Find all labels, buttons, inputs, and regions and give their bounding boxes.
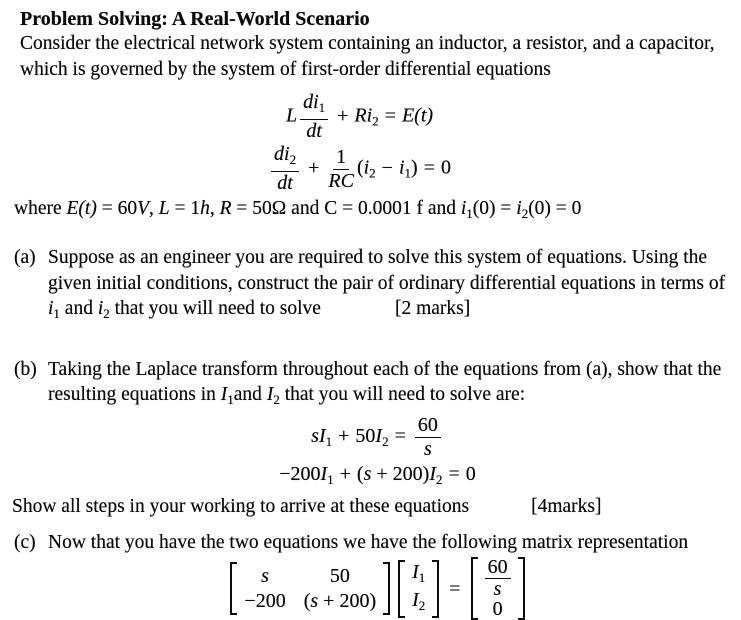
text-run: Taking the Laplace transform throughout each of the equations from (a), show that the resulting equations in [48,358,722,405]
math-token: i [398,156,405,179]
subscript: 1 [466,206,473,221]
left-bracket [230,562,237,615]
item-a-text [48,245,735,327]
fraction [328,147,354,192]
math-token: i [516,198,522,219]
text-run: , [149,198,159,219]
math-token: s [423,437,432,460]
matrix-cell-a21: −200 [244,590,286,612]
left-bracket [471,557,478,620]
math-token: di [274,143,290,165]
math-token: E(t) [66,198,97,219]
vector-row [493,599,503,619]
math-token: I [375,424,383,447]
matrix-cell-a22 [304,589,376,613]
text-run: (0) = 0 [528,198,582,219]
math-token: sI [311,424,326,447]
math-token: −200 [279,462,321,485]
right-bracket [383,562,390,615]
equals-operator: = [394,424,406,447]
fraction-denominator [277,172,293,194]
rhs-vector [471,557,525,620]
vector-row [412,589,425,617]
laplace-equations [20,415,735,492]
text-run: and [233,384,267,405]
math-token: I [412,588,419,611]
fraction-numerator: 60 [415,415,441,438]
subscript: 1 [327,471,334,487]
math-token: I [429,462,437,485]
matrix-grid [242,562,378,615]
math-token: Ri [354,104,373,127]
subscript: 1 [318,100,326,115]
vector-row [412,561,425,589]
text-run: = 50Ω and C = 0.0001 f and [231,198,461,219]
text-run: = 1 [169,198,201,219]
math-token: 0 [440,156,451,179]
fraction-denominator [328,170,354,192]
text-run: Suppose as an engineer you are required to solve this system of equations. Using the given initial conditions, construct the pair of ordinary differential equations in terms of [48,247,726,294]
item-c-label: (c) [14,531,36,553]
math-token: 0 [465,462,476,485]
equals-operator: = [384,104,396,127]
right-bracket [518,557,525,620]
open-paren: ( [356,156,364,179]
equals-operator: = [449,577,461,600]
subscript: 2 [436,471,443,487]
subscript: 2 [521,206,529,221]
equals-operator: = [423,156,435,179]
left-bracket [398,560,405,618]
math-token: i [363,156,370,179]
text-run: Show all steps in your working to arrive at these equations [12,495,470,517]
item-b-label: (b) [14,358,37,380]
equation-ode-1 [2,92,717,142]
text-run: + 200) [371,462,430,485]
math-token: i [48,298,54,319]
marks-badge-b: [4marks] [531,495,602,517]
subscript: 1 [325,433,333,449]
open-paren: ( [356,462,364,485]
fraction-numerator [300,92,328,120]
item-a-label: (a) [14,247,36,268]
show-steps-line [12,494,735,520]
fraction-numerator: 1 [333,147,349,170]
plus-operator: + [339,462,351,485]
math-token: L [158,198,170,219]
where-clause [14,196,735,227]
subscript: 1 [53,306,60,321]
subscript: 1 [418,569,426,585]
subscript: 1 [404,165,412,181]
fraction [485,558,511,599]
close-paren: ) [411,156,418,179]
equals-operator: = [448,462,460,485]
subscript: 2 [103,306,110,321]
subscript: 2 [369,165,376,181]
math-token: E(t) [401,104,434,127]
text-run: and [59,298,98,319]
fraction [300,92,328,142]
math-token: di [303,91,319,113]
plus-operator: + [308,156,320,179]
text-run: that you will need to solve [109,298,321,319]
item-c-text [48,530,735,556]
math-token: R [219,198,232,219]
plus-operator: + [338,424,350,447]
math-token: I [266,384,274,405]
equation-laplace-2 [20,462,735,492]
math-token: RC [328,169,354,192]
text-run: (0) = [472,198,517,219]
minus-operator: − [381,156,393,179]
marks-badge-a: [2 marks] [394,298,471,319]
text-run: that you will need to solve are: [279,384,526,405]
item-c [14,530,735,556]
ode-system [2,92,717,194]
math-token: s [310,590,319,612]
subscript: 2 [273,392,280,407]
matrix-equation [20,557,735,620]
coefficient-matrix [230,562,390,615]
math-token: i [460,198,467,219]
fraction-denominator [306,120,322,142]
text-run: = 60 [96,198,138,219]
math-token: I [412,560,419,583]
math-token: I [220,384,228,405]
math-token: 0 [492,598,503,620]
fraction-denominator [424,438,432,460]
plus-operator: + [337,104,349,127]
text-run: Now that you have the two equations we have the following matrix representation [48,531,689,553]
fraction [415,415,441,460]
fraction-denominator [494,579,502,599]
vector-column [483,557,513,620]
math-token: I [320,462,328,485]
page-title: Problem Solving: A Real-World Scenario [20,8,370,30]
equation-ode-2 [2,144,717,194]
matrix-cell-a12: 50 [329,565,350,587]
right-bracket [432,560,439,618]
open-paren: ( [303,590,311,612]
text-run: , [209,198,220,219]
item-a [14,245,735,327]
item-b [14,357,735,413]
subscript: 2 [289,152,297,167]
math-token: s [493,578,502,600]
subscript: 1 [227,392,234,407]
current-vector [398,560,439,618]
text-run: where [14,198,67,219]
intro-paragraph: Consider the electrical network system containing an inductor, a resistor, and a capacitor, which is governed by the system of first-order differential equations [20,33,715,80]
fraction [271,144,299,194]
math-token: dt [277,172,293,194]
text-run: + 200) [318,590,377,612]
matrix-cell-a11: s [261,565,269,587]
subscript: 2 [372,113,379,129]
fraction-numerator [271,144,299,172]
math-token: h [200,198,210,219]
equation-laplace-1 [20,415,735,460]
math-token: dt [306,120,322,142]
math-token: V [137,198,150,219]
math-token: s [363,462,372,485]
subscript: 2 [418,597,426,613]
subscript: 2 [382,433,389,449]
fraction-numerator: 60 [485,558,511,579]
vector-column [410,560,427,618]
math-token: i [97,298,104,319]
math-token: L [285,104,298,127]
math-token: 50 [355,424,376,447]
item-b-text [48,357,735,413]
